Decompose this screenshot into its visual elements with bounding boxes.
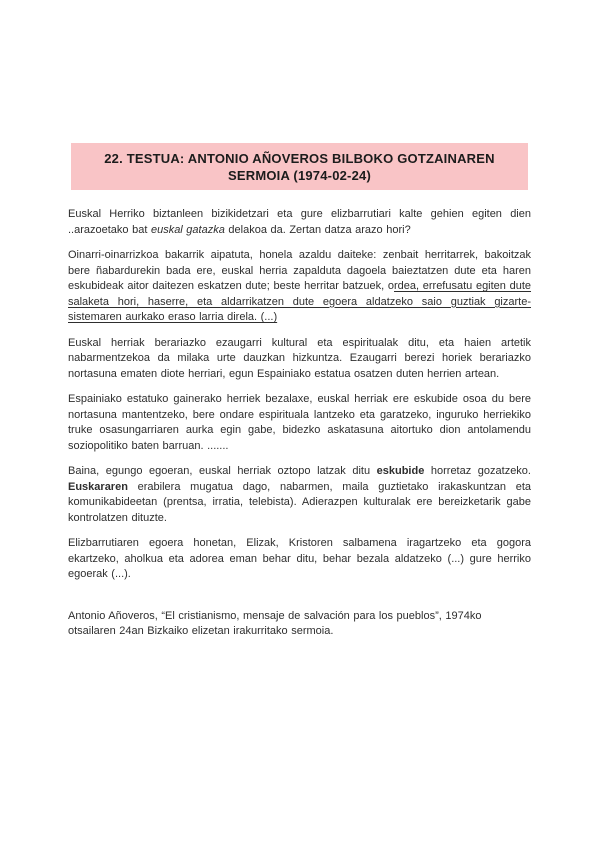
document-title-line-2: SERMOIA (1974-02-24) [228, 167, 371, 183]
paragraph-explanation: Oinarri-oinarrizkoa bakarrik aipatuta, honela azaldu daiteke: zenbait herritarrek, bakoitzak bere ñabardurekin bada ere, euskal herria zapalduta dagoela baieztatzen dute eta haren eskubideak aitor daitezen eskatzen dute; beste herritar batzuek, ordea, errefusatu egiten dute salaketa hori, haserre, eta aldarrikatzen dute egoera aldatzeko saio guztiak gizarte-sistemaren aurkako eraso larria direla. (...) [68, 249, 532, 323]
paragraph-obstacles: Baina, egungo egoeran, euskal herriak oztopo latzak ditu eskubide horretaz gozatzeko. Euskararen erabilera mugatua dago, nabarmen, maila guztietako irakaskuntzan eta komunikabideetan (prentsa, irratia, telebista). Adierazpen kulturalak ere bereizketarik gabe kontrolatzen dituzte. [68, 465, 531, 524]
document-title-line-1: 22. TESTUA: ANTONIO AÑOVEROS BILBOKO GOTZAINAREN [104, 150, 495, 166]
source-citation: Antonio Añoveros, “El cristianismo, mensaje de salvación para los pueblos”, 1974ko otsailaren 24an Bizkaiko elizetan irakurritako sermoia. [68, 609, 482, 637]
paragraph-intro: Euskal Herriko biztanleen bizikidetzari eta gure elizbarrutiari kalte gehien egiten dien ..arazoetako bat euskal gatazka delakoa da. Zertan datza arazo hori? [68, 208, 531, 236]
paragraph-church: Elizbarrutiaren egoera honetan, Elizak, Kristoren salbamena iragartzeko eta gogora ekartzeko, aholkua eta adorea eman behar ditu, behar bezala aldatzeko (...) gure herriko egoerak (...). [68, 537, 531, 580]
document-body [68, 207, 531, 650]
title-banner [71, 143, 528, 190]
paragraph-identity: Euskal herriak berariazko ezaugarri kultural eta espiritualak ditu, eta haien artetik nabarmentzekoa da milaka urte dauzkan hizkuntza. Ezaugarri berezi horiek berariazko nortasuna ematen diote herriari, egun Espainiako estatua osatzen duten herrien artean. [68, 336, 531, 380]
paragraph-rights: Espainiako estatuko gainerako herriek bezalaxe, euskal herriak ere eskubide osoa du bere nortasuna mantentzeko, bere ondare espirituala lantzeko eta garatzeko, inguruko herriekiko truke osasungarriaren aurka egin gabe, bidezko askatasuna aitortuko dion antolamendu soziopolitiko baten barruan. ....... [68, 393, 531, 452]
